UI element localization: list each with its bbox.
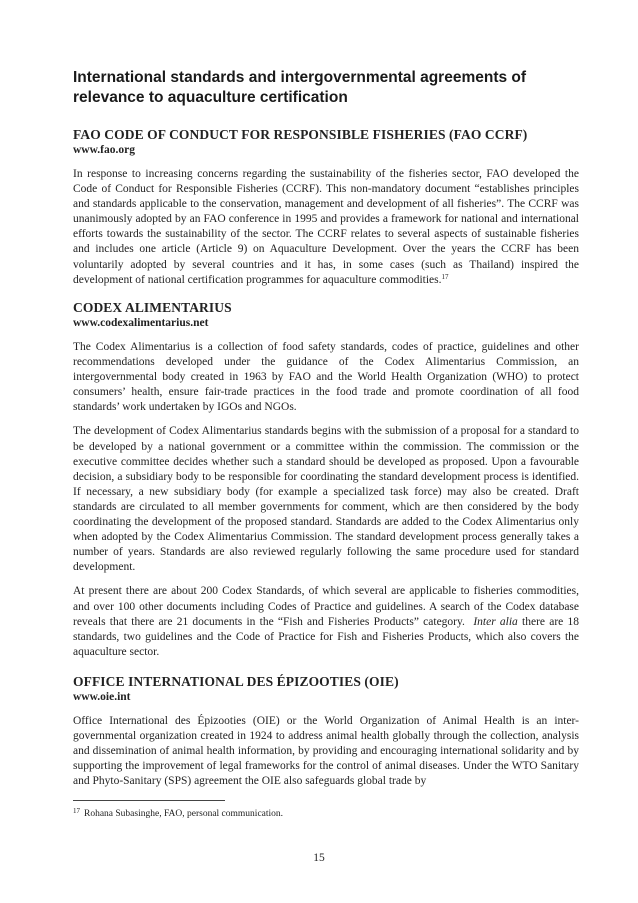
paragraph	[73, 584, 579, 659]
paragraph	[73, 167, 579, 288]
page-number: 15	[313, 852, 325, 864]
paragraph-text: At present there are about 200 Codex Standards, of which several are applicable to fisheries commodities, and over 100 other documents including Codes of Practice and guidelines. A search of the Codex database reveals that there are 21 documents in the “Fish and Fisheries Products” category.	[73, 585, 579, 628]
footnote-divider	[73, 800, 225, 801]
section-url: www.codexalimentarius.net	[73, 317, 209, 329]
page-title: International standards and intergovernmental agreements of relevance to aquaculture certification	[73, 69, 527, 106]
section-oie	[73, 673, 579, 798]
paragraph: The development of Codex Alimentarius standards begins with the submission of a proposal for a standard to be developed by a national government or a committee within the commission. The commission or the executive committee decides whether such a standard should be developed as proposed. Upon a favourable decision, a subsidiary body to be responsible for coordinating the standard development process is identified. If necessary, a new subsidiary body (for example a specialized task force) may also be created. Draft standards are circulated to all member governments for comment, which are then considered by the body coordinating the development of the proposed standard. Standards are added to the Codex Alimentarius only when adopted by the Codex Alimentarius Commission. The standard development process generally takes a number of years. Standards are also reviewed regularly following the same procedure used for standard development.	[73, 425, 579, 574]
section-fao-ccrf	[73, 126, 579, 297]
section-heading: FAO CODE OF CONDUCT FOR RESPONSIBLE FISHERIES (FAO CCRF)	[73, 127, 528, 142]
footnote	[73, 805, 283, 820]
paragraph: The Codex Alimentarius is a collection of food safety standards, codes of practice, guidelines and other recommendations developed under the guidance of the Codex Alimentarius Commission, an intergovernmental body created in 1963 by FAO and the World Health Organization (WHO) to protect consumers’ health, ensure fair-trade practices in the food trade and promote coordination of all food standards’ work undertaken by IGOs and NGOs.	[73, 341, 579, 414]
footnote-text: Rohana Subasinghe, FAO, personal communication.	[84, 809, 284, 819]
paragraph-text: there are 18 standards, two guidelines and the Code of Practice for Fish and Fisheries Products, which also covers the aquaculture sector.	[73, 615, 579, 658]
paragraph-text: In response to increasing concerns regarding the sustainability of the fisheries sector, FAO developed the Code of Conduct for Responsible Fisheries (CCRF). This non-mandatory document “establishes principles and standards applicable to the conservation, management and development of all fisheries”. The CCRF was unanimously adopted by an FAO conference in 1995 and provides a framework for national and international efforts towards the sustainability of the sector. The CCRF relates to several aspects of sustainable fisheries and includes one article (Article 9) on Aquaculture Development. Over the years the CCRF has been voluntarily adopted by several countries and it has, in some cases (such as Thailand) inspired the development of national certification programmes for aquaculture commodities.	[73, 168, 579, 286]
section-heading: OFFICE INTERNATIONAL DES ÉPIZOOTIES (OIE)	[73, 674, 399, 689]
section-url: www.fao.org	[73, 144, 135, 156]
footnote-reference: 17	[441, 272, 449, 281]
section-heading: CODEX ALIMENTARIUS	[73, 300, 232, 315]
paragraph: Office International des Épizooties (OIE) or the World Organization of Animal Health is an inter-governmental organization created in 1924 to address animal health globally through the collection, analysis and dissemination of animal health information, by providing and encouraging international solidarity and by supporting the improvement of legal frameworks for the control of animal diseases. Under the WTO Sanitary and Phyto-Sanitary (SPS) agreement the OIE also safeguards global trade by	[73, 715, 579, 788]
footnote-number: 17	[73, 807, 80, 815]
italic-phrase: Inter alia	[473, 615, 518, 628]
section-url: www.oie.int	[73, 691, 131, 703]
section-codex	[73, 299, 579, 669]
